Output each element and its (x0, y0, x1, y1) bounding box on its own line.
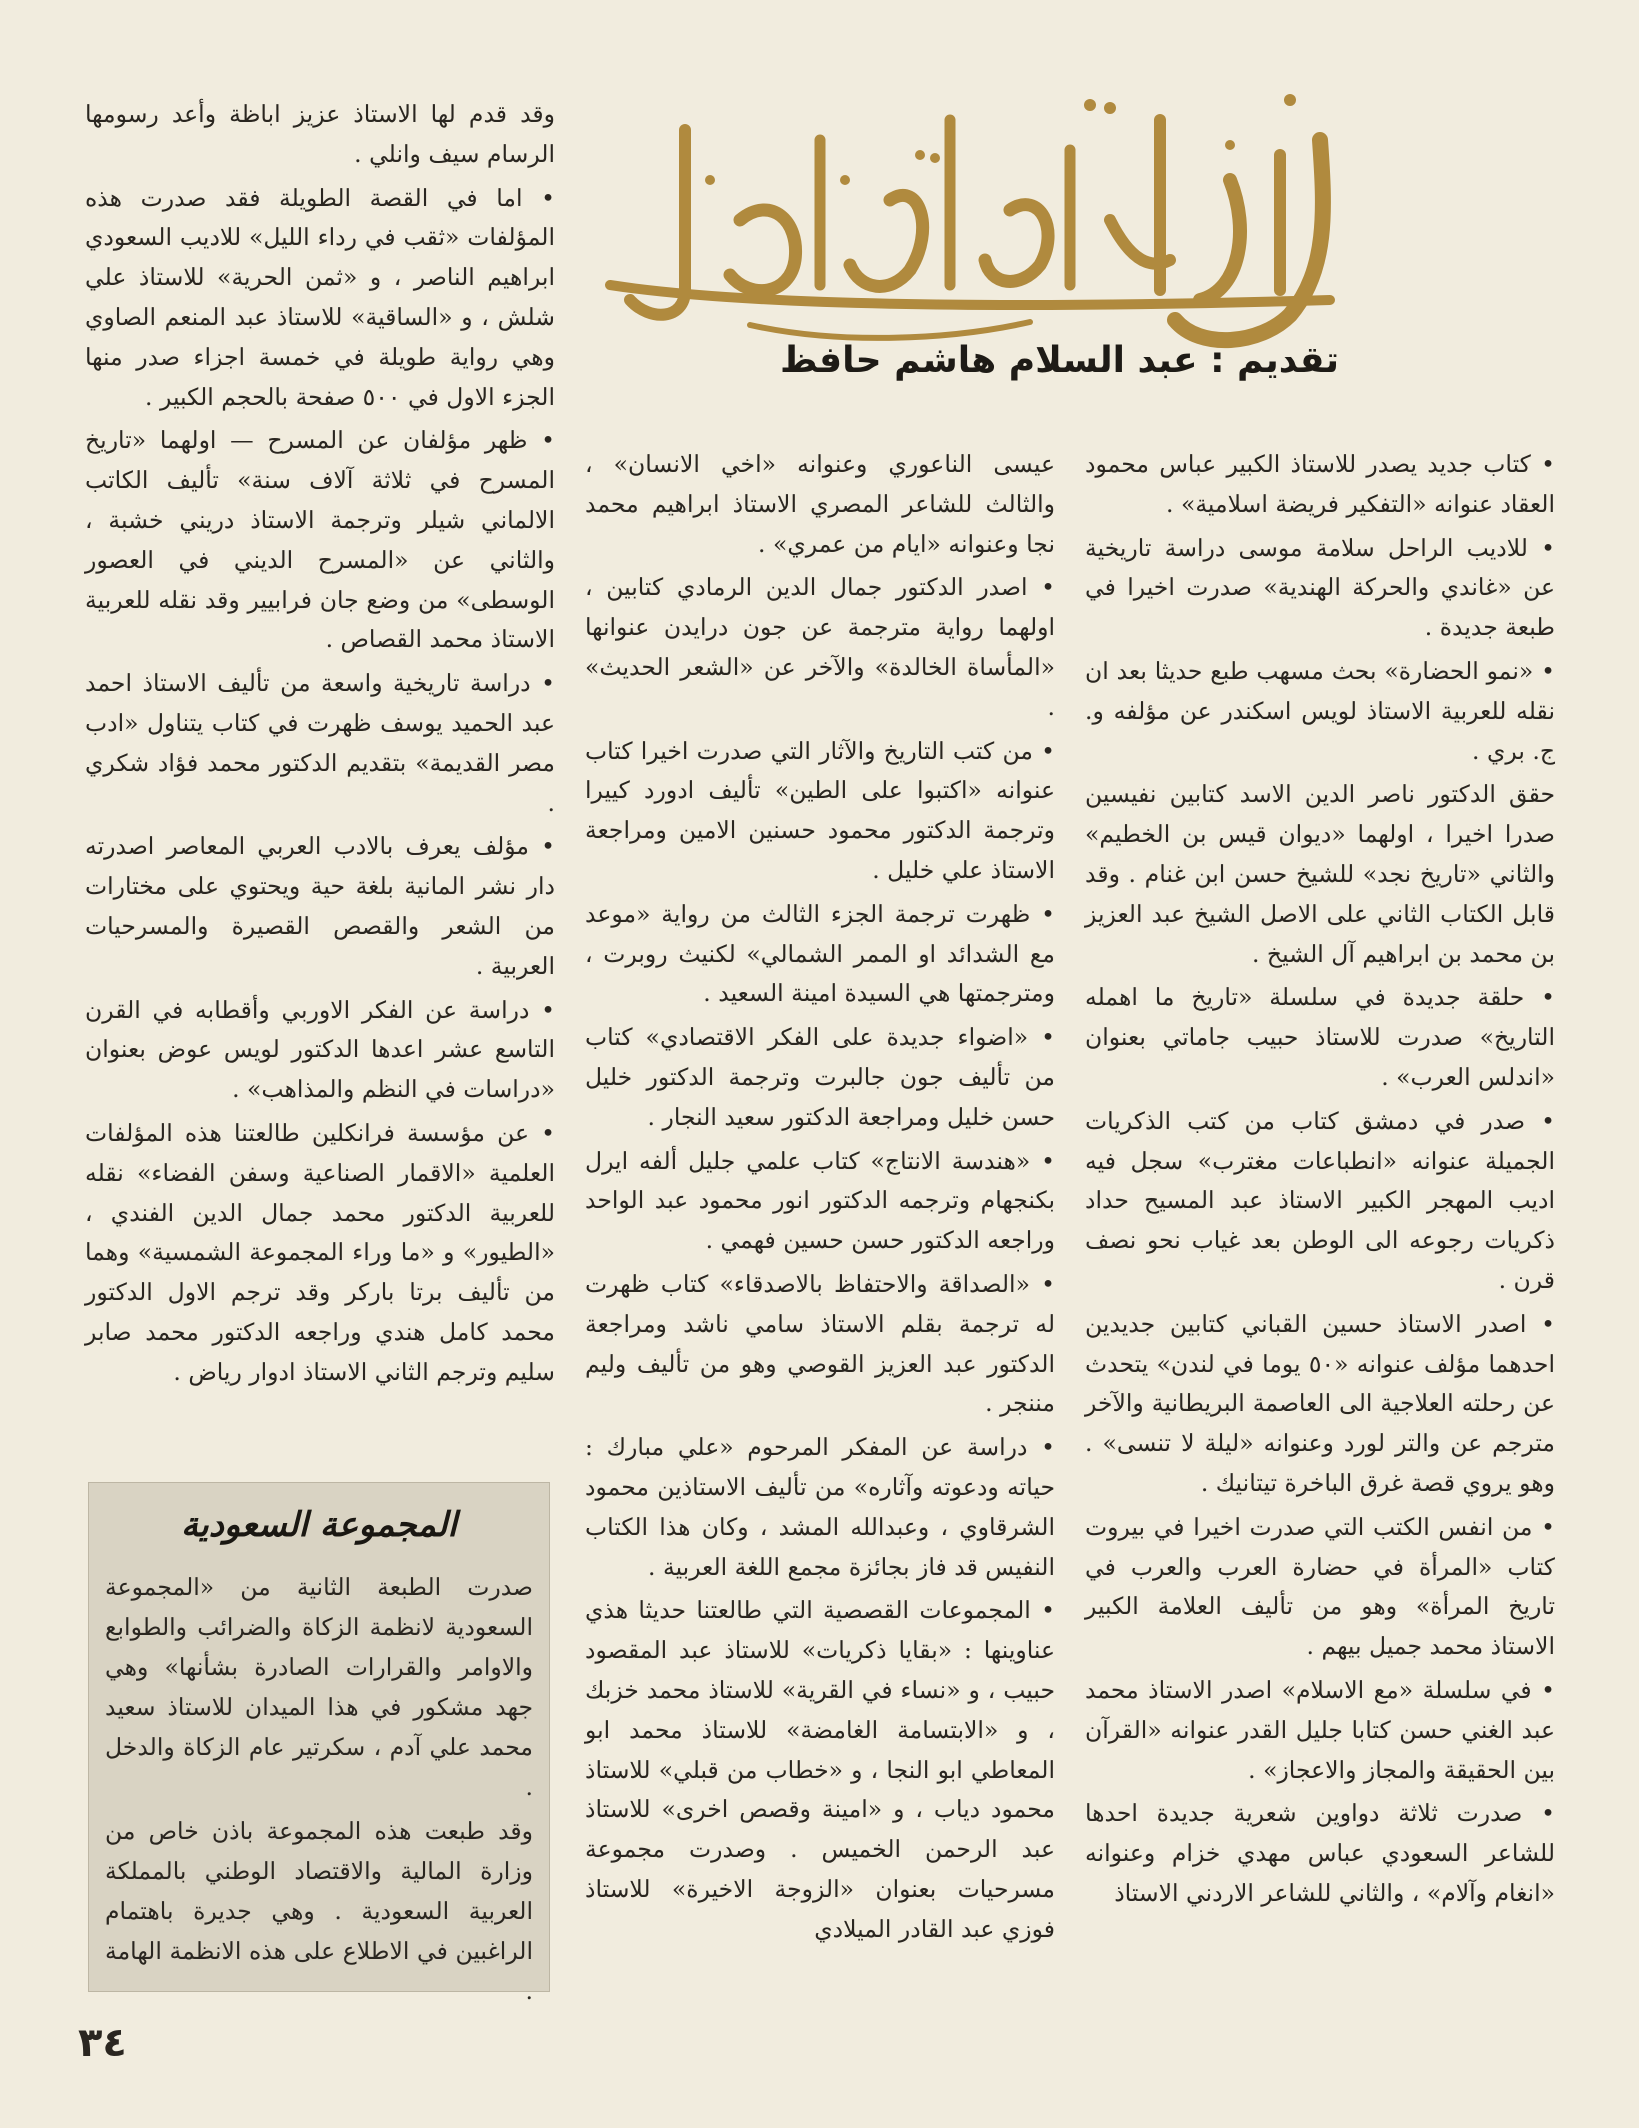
news-item: عيسى الناعوري وعنوانه «اخي الانسان» ، والثالث للشاعر المصري الاستاذ ابراهيم محمد نجا وعنوانه «ايام من عمري» . (585, 450, 1055, 558)
news-item: • اما في القصة الطويلة فقد صدرت هذه المؤلفات «ثقب في رداء الليل» للاديب السعودي ابراهيم الناصر ، و «ثمن الحرية» للاستاذ علي شلش ، و «الساقية» للاستاذ عبد المنعم الصاوي وهي رواية طويلة في خمسة اجزاء صدر منها الجزء الاول في ٥٠٠ صفحة بالحجم الكبير . (85, 183, 555, 411)
article-column-middle (585, 445, 1055, 1953)
box-paragraph: وقد طبعت هذه المجموعة باذن خاص من وزارة المالية والاقتصاد الوطني بالمملكة العربية السعودية . وهي جديرة باهتمام الراغبين في الاطلاع على هذه الانظمة الهامة . (105, 1817, 533, 2005)
news-item: • دراسة تاريخية واسعة من تأليف الاستاذ احمد عبد الحميد يوسف ظهرت في كتاب يتناول «ادب مصر القديمة» بتقديم الدكتور محمد فؤاد شكري . (85, 669, 555, 817)
news-item: • «اضواء جديدة على الفكر الاقتصادي» كتاب من تأليف جون جالبرت وترجمة الدكتور خليل حسن خليل ومراجعة الدكتور سعيد النجار . (585, 1023, 1055, 1131)
byline: تقديم : عبد السلام هاشم حافظ (779, 340, 1339, 381)
news-item: • حلقة جديدة في سلسلة «تاريخ ما اهمله التاريخ» صدرت للاستاذ حبيب جاماتي بعنوان «اندلس العرب» . (1085, 983, 1555, 1091)
news-item: • اصدر الاستاذ حسين القباني كتابين جديدين احدهما مؤلف عنوانه «٥٠ يوما في لندن» يتحدث عن رحلته العلاجية الى العاصمة البريطانية والآخر مترجم عن والتر لورد وعنوانه «ليلة لا تنسى» . وهو يروي قصة غرق الباخرة تيتانيك . (1085, 1309, 1555, 1497)
news-item: • من كتب التاريخ والآثار التي صدرت اخيرا كتاب عنوانه «اكتبوا على الطين» تأليف ادورد كييرا وترجمة الدكتور محمود حسنين الامين ومراجعة الاستاذ علي خليل . (585, 736, 1055, 884)
news-item: • ظهرت ترجمة الجزء الثالث من رواية «موعد مع الشدائد او الممر الشمالي» لكنيث روبرت ، ومترجمتها هي السيدة امينة السعيد . (585, 899, 1055, 1008)
news-item: • كتاب جديد يصدر للاستاذ الكبير عباس محمود العقاد عنوانه «التفكير فريضة اسلامية» . (1085, 450, 1555, 518)
article-column-right (1085, 445, 1555, 1918)
news-item: وقد قدم لها الاستاذ عزيز اباظة وأعد رسومها الرسام سيف وانلي . (85, 100, 555, 168)
news-item: • للاديب الراحل سلامة موسى دراسة تاريخية عن «غاندي والحركة الهندية» صدرت اخيرا في طبعة جديدة . (1085, 533, 1555, 642)
news-item: • مؤلف يعرف بالادب العربي المعاصر اصدرته دار نشر المانية بلغة حية ويحتوي على مختارات من الشعر والقصص القصيرة والمسرحيات العربية . (85, 832, 555, 980)
page-number: ٣٤ (78, 2020, 127, 2066)
news-item: • في سلسلة «مع الاسلام» اصدر الاستاذ محمد عبد الغني حسن كتابا جليل القدر عنوانه «القرآن بين الحقيقة والمجاز والاعجاز» . (1085, 1675, 1555, 1784)
news-item: • عن مؤسسة فرانكلين طالعتنا هذه المؤلفات العلمية «الاقمار الصناعية وسفن الفضاء» نقله للعربية الدكتور محمد جمال الدين الفندي ، «الطيور» و «ما وراء المجموعة الشمسية» وهما من تأليف برتا باركر وقد ترجم الاول الدكتور محمد كامل هندي وراجعه الدكتور محمد صابر سليم وترجم الثاني الاستاذ ادوار رياض . (85, 1118, 555, 1386)
news-item: • ظهر مؤلفان عن المسرح — اولهما «تاريخ المسرح في ثلاثة آلاف سنة» تأليف الكاتب الالماني شيلر وترجمة الاستاذ دريني خشبة ، والثاني عن «المسرح الديني في العصور الوسطى» من وضع جان فرابيير وقد نقله للعربية الاستاذ محمد القصاص . (85, 426, 555, 654)
article-column-left (85, 95, 555, 1397)
news-item: حقق الدكتور ناصر الدين الاسد كتابين نفيسين صدرا اخيرا ، اولهما «ديوان قيس بن الخطيم» والثاني «تاريخ نجد» للشيخ حسن ابن غنام . وقد قابل الكتاب الثاني على الاصل الشيخ عبد العزيز بن محمد بن ابراهيم آل الشيخ . (1085, 780, 1555, 968)
news-item: • صدر في دمشق كتاب من كتب الذكريات الجميلة عنوانه «انطباعات مغترب» سجل فيه اديب المهجر الكبير الاستاذ عبد المسيح حداد ذكريات رجوعه الى الوطن بعد غياب نحو نصف قرن . (1085, 1106, 1555, 1294)
sidebar-box (88, 1482, 550, 2005)
news-item: • من انفس الكتب التي صدرت اخيرا في بيروت كتاب «المرأة في حضارة العرب والعرب في تاريخ المرأة» وهو من تأليف العلامة الكبير الاستاذ محمد جميل بيهم . (1085, 1512, 1555, 1661)
news-item: • دراسة عن المفكر المرحوم «علي مبارك : حياته ودعوته وآثاره» من تأليف الاستاذين محمود الشرقاوي ، وعبدالله المشد ، وكان هذا الكتاب النفيس قد فاز بجائزة مجمع اللغة العربية . (585, 1433, 1055, 1581)
news-item: • «هندسة الانتاج» كتاب علمي جليل ألفه ايرل بكنجهام وترجمه الدكتور انور محمود عبد الواحد وراجعه الدكتور حسن حسين فهمي . (585, 1146, 1055, 1255)
news-item: • المجموعات القصصية التي طالعتنا حديثا هذي عناوينها : «بقايا ذكريات» للاستاذ عبد المقصود حبيب ، و «نساء في القرية» للاستاذ محمد خزبك ، و «الابتسامة الغامضة» للاستاذ محمد ابو المعاطي ابو النجا ، و «خطاب من قبلي» للاستاذ محمود دياب ، و «امينة وقصص اخرى» للاستاذ عبد الرحمن الخميس . وصدرت مجموعة مسرحيات بعنوان «الزوجة الاخيرة» للاستاذ فوزي عبد القادر الميلادي (585, 1596, 1055, 1943)
news-item: • «نمو الحضارة» بحث مسهب طبع حديثا بعد ان نقله للعربية الاستاذ لويس اسكندر عن مؤلفه و. ج. بري . (1085, 656, 1555, 765)
box-paragraph: صدرت الطبعة الثانية من «المجموعة السعودية لانظمة الزكاة والضرائب والطوابع والاوامر والقرارات الصادرة بشأنها» وهي جهد مشكور في هذا الميدان للاستاذ سعيد محمد علي آدم ، سكرتير عام الزكاة والدخل . (105, 1573, 533, 1801)
news-item: • صدرت ثلاثة دواوين شعرية جديدة احدها للشاعر السعودي عباس مهدي خزام وعنوانه «انغام وآلام» ، والثاني للشاعر الاردني الاستاذ (1085, 1799, 1555, 1907)
news-item: • دراسة عن الفكر الاوربي وأقطابه في القرن التاسع عشر اعدها الدكتور لويس عوض بعنوان «دراسات في النظم والمذاهب» . (85, 995, 555, 1104)
news-item: • «الصداقة والاحتفاظ بالاصدقاء» كتاب ظهرت له ترجمة بقلم الاستاذ سامي ناشد ومراجعة الدكتور عبد العزيز القوصي وهو من تأليف وليم مننجر . (585, 1269, 1055, 1418)
box-title: المجموعة السعودية (181, 1505, 457, 1545)
news-item: • اصدر الدكتور جمال الدين الرمادي كتابين ، اولهما رواية مترجمة عن جون درايدن عنوانها «المأساة الخالدة» والآخر عن «الشعر الحديث» . (585, 573, 1055, 721)
